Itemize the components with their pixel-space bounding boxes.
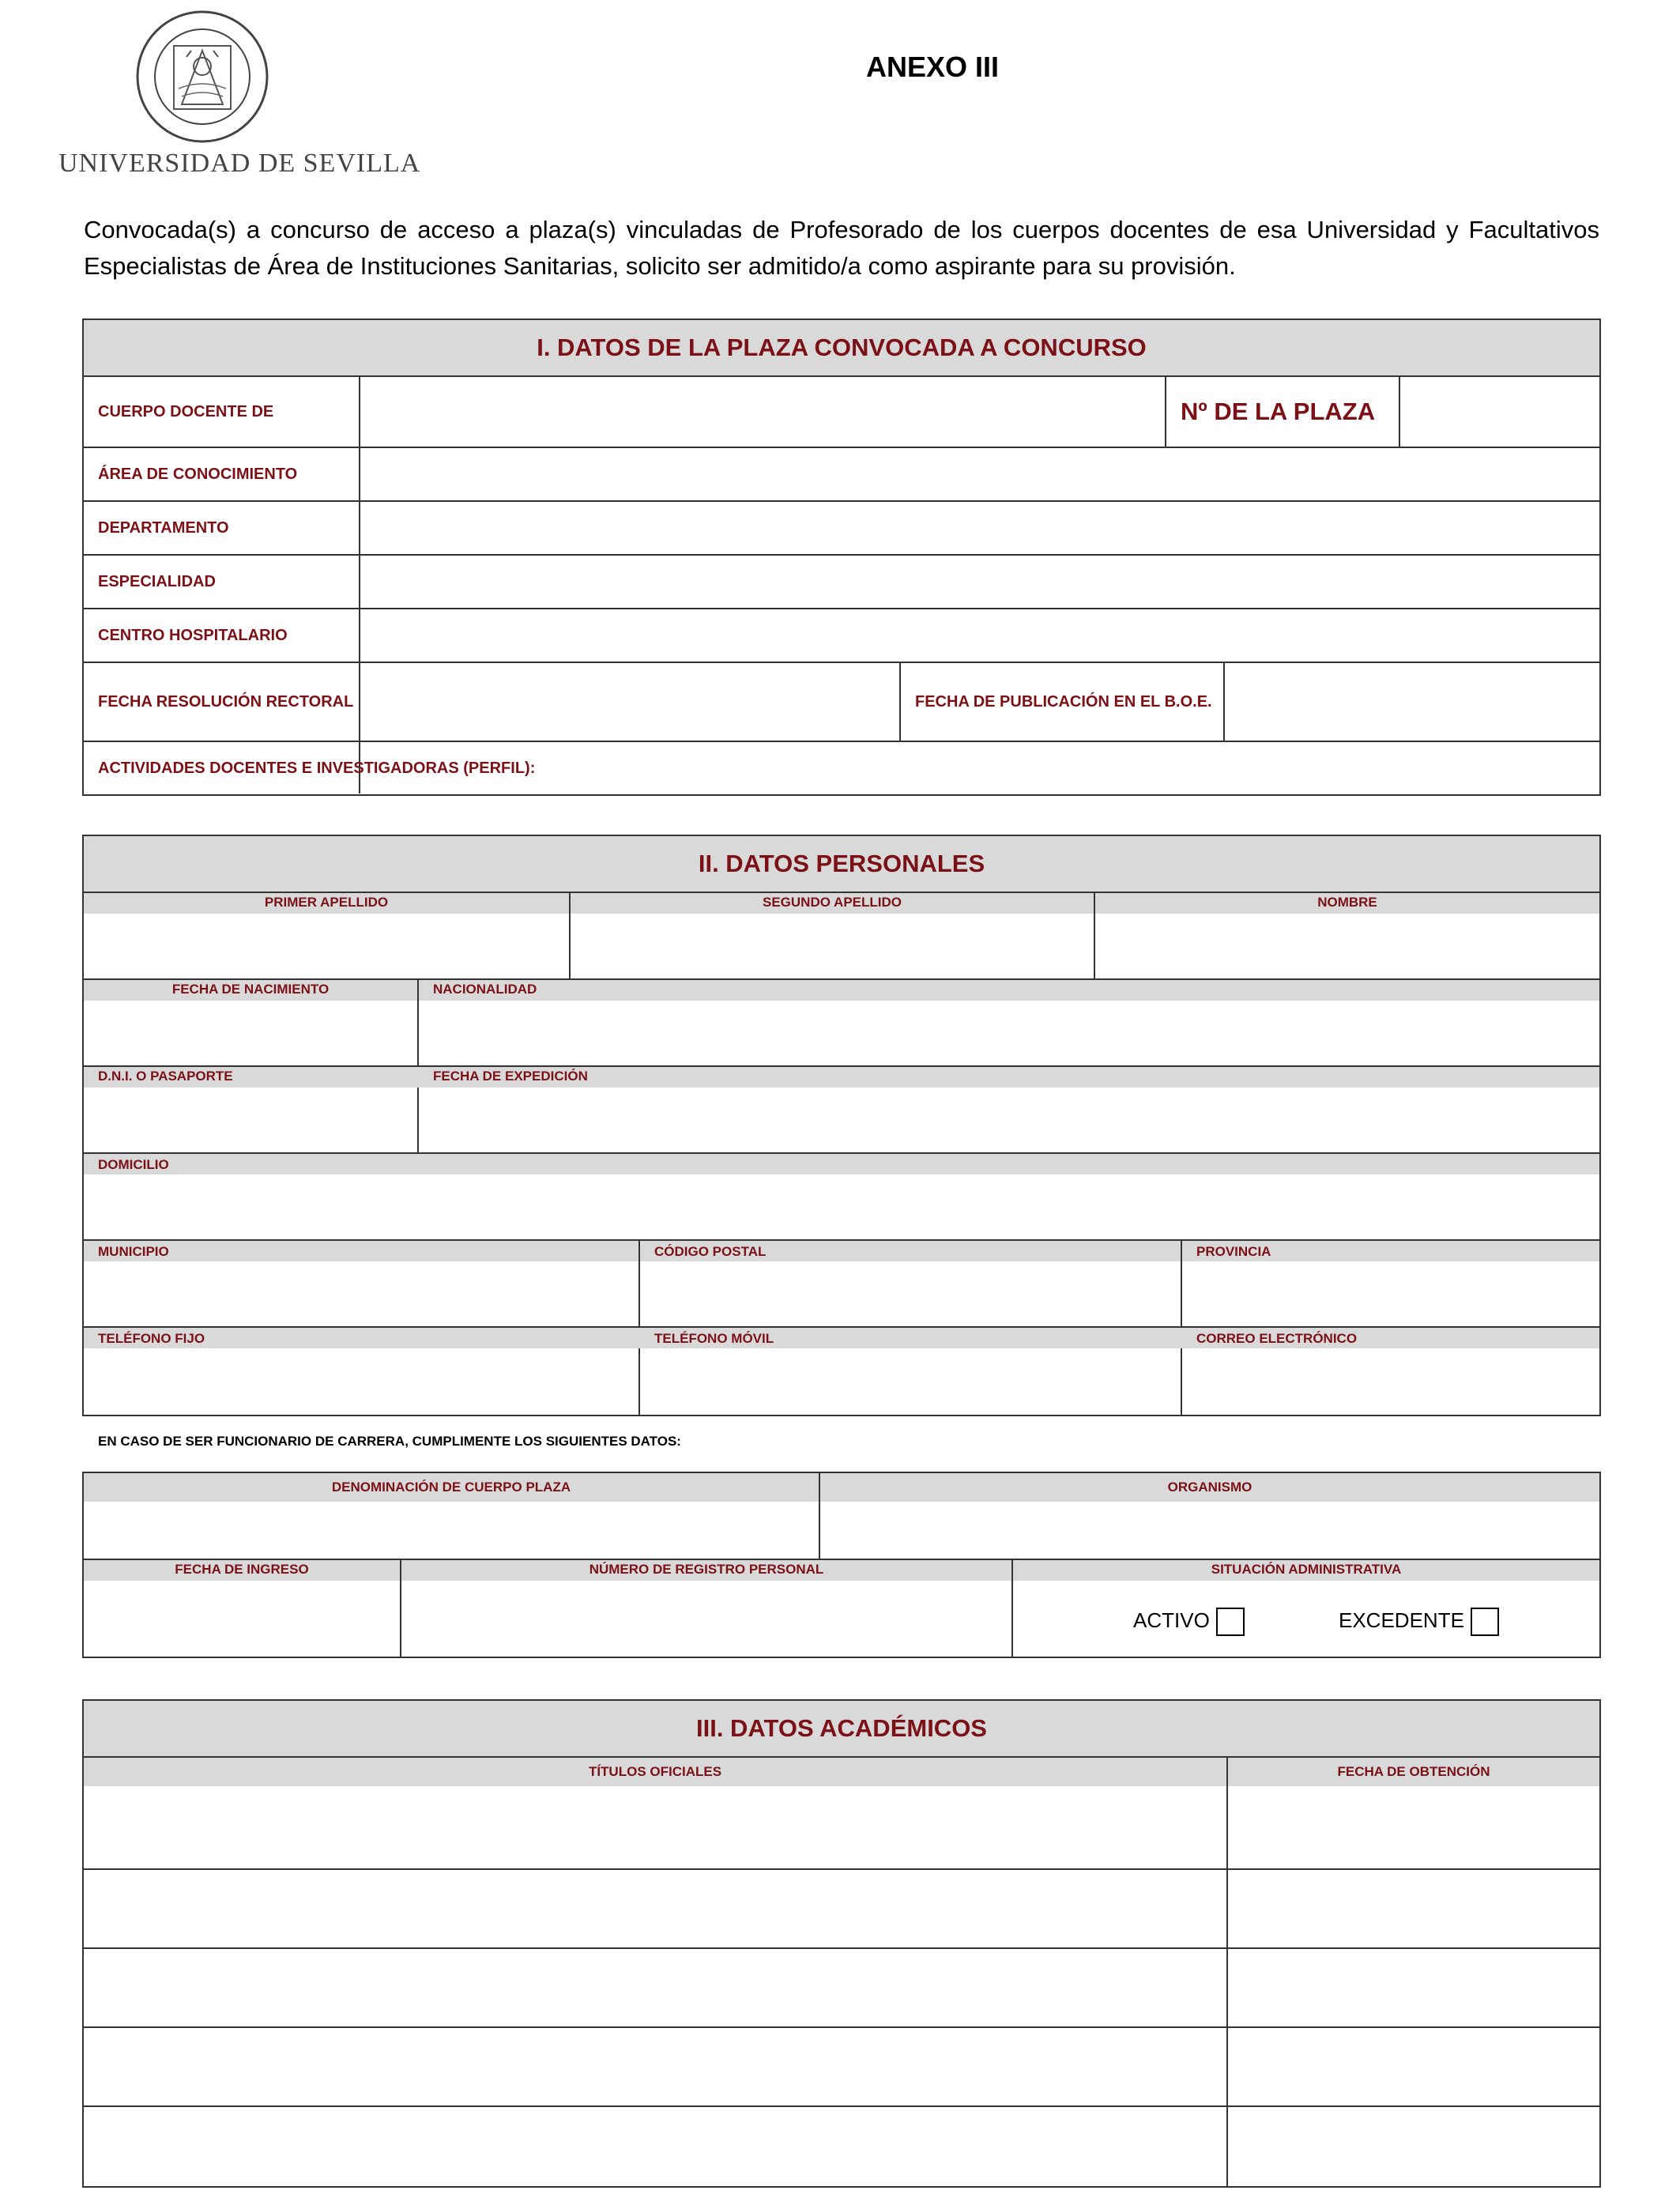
field-municipio[interactable] bbox=[87, 1263, 635, 1325]
label-centro: CENTRO HOSPITALARIO bbox=[98, 626, 288, 644]
field-fecha-expedicion[interactable] bbox=[422, 1089, 1596, 1151]
excedente-checkbox[interactable] bbox=[1471, 1608, 1499, 1636]
field-fecha-resolucion[interactable] bbox=[362, 665, 898, 739]
label-titulos: TÍTULOS OFICIALES bbox=[588, 1764, 722, 1779]
section-plaza bbox=[82, 319, 1601, 796]
field-fecha-nacimiento[interactable] bbox=[87, 1002, 414, 1064]
label-dni: D.N.I. O PASAPORTE bbox=[98, 1069, 233, 1084]
label-correo: CORREO ELECTRÓNICO bbox=[1196, 1331, 1358, 1346]
excedente-label: EXCEDENTE bbox=[1339, 1608, 1464, 1632]
label-fecha-resolucion: FECHA RESOLUCIÓN RECTORAL bbox=[98, 692, 354, 711]
label-cuerpo-docente: CUERPO DOCENTE DE bbox=[98, 402, 274, 420]
field-fecha-3[interactable] bbox=[1230, 1949, 1596, 2025]
field-especialidad[interactable] bbox=[362, 557, 1596, 606]
activo-option[interactable] bbox=[1133, 1608, 1245, 1636]
label-denominacion: DENOMINACIÓN DE CUERPO PLAZA bbox=[331, 1480, 571, 1495]
field-domicilio[interactable] bbox=[87, 1176, 1596, 1238]
label-departamento: DEPARTAMENTO bbox=[98, 518, 229, 537]
label-municipio: MUNICIPIO bbox=[98, 1244, 169, 1259]
activo-checkbox[interactable] bbox=[1216, 1608, 1245, 1636]
activo-label: ACTIVO bbox=[1133, 1608, 1210, 1632]
label-fecha-nacimiento: FECHA DE NACIMIENTO bbox=[171, 982, 330, 997]
field-telefono-movil[interactable] bbox=[643, 1350, 1177, 1412]
field-area[interactable] bbox=[362, 450, 1596, 499]
field-titulo-3[interactable] bbox=[87, 1949, 1223, 2025]
field-organismo[interactable] bbox=[823, 1503, 1596, 1557]
field-correo[interactable] bbox=[1185, 1350, 1596, 1412]
field-fecha-boe[interactable] bbox=[1226, 665, 1596, 739]
field-departamento[interactable] bbox=[362, 503, 1596, 552]
field-titulo-5[interactable] bbox=[87, 2107, 1223, 2183]
funcionario-note: EN CASO DE SER FUNCIONARIO DE CARRERA, CUMPLIMENTE LOS SIGUIENTES DATOS: bbox=[98, 1434, 681, 1449]
field-nombre[interactable] bbox=[1098, 915, 1596, 977]
label-area: ÁREA DE CONOCIMIENTO bbox=[98, 465, 298, 483]
field-denominacion[interactable] bbox=[87, 1503, 816, 1557]
label-fecha-boe: FECHA DE PUBLICACIÓN EN EL B.O.E. bbox=[915, 692, 1212, 711]
field-provincia[interactable] bbox=[1185, 1263, 1596, 1325]
label-primer-apellido: PRIMER APELLIDO bbox=[264, 895, 389, 910]
label-actividades: ACTIVIDADES DOCENTES E INVESTIGADORAS (PERFIL): bbox=[98, 759, 536, 777]
label-fecha-expedicion: FECHA DE EXPEDICIÓN bbox=[433, 1069, 588, 1084]
funcionario-table bbox=[82, 1472, 1601, 1658]
label-telefono-movil: TELÉFONO MÓVIL bbox=[654, 1331, 774, 1346]
label-domicilio: DOMICILIO bbox=[98, 1157, 169, 1172]
label-codigo-postal: CÓDIGO POSTAL bbox=[654, 1244, 767, 1259]
excedente-option[interactable] bbox=[1339, 1608, 1499, 1636]
university-name: UNIVERSIDAD DE SEVILLA bbox=[58, 149, 421, 178]
label-fecha-obtencion: FECHA DE OBTENCIÓN bbox=[1337, 1764, 1490, 1779]
field-registro[interactable] bbox=[405, 1582, 1008, 1653]
label-nacionalidad: NACIONALIDAD bbox=[433, 982, 537, 997]
field-telefono-fijo[interactable] bbox=[87, 1350, 635, 1412]
field-num-plaza[interactable] bbox=[1402, 379, 1596, 445]
label-fecha-ingreso: FECHA DE INGRESO bbox=[175, 1562, 309, 1577]
field-codigo-postal[interactable] bbox=[643, 1263, 1177, 1325]
field-fecha-5[interactable] bbox=[1230, 2107, 1596, 2183]
label-nombre: NOMBRE bbox=[1317, 895, 1377, 910]
field-primer-apellido[interactable] bbox=[87, 915, 566, 977]
university-seal bbox=[55, 9, 356, 144]
label-organismo: ORGANISMO bbox=[1167, 1480, 1252, 1495]
intro-paragraph: Convocada(s) a concurso de acceso a plaza(s) vinculadas de Profesorado de los cuerpos docentes de esa Universidad y Facultativos Especialistas de Área de Instituciones Sanitarias, solicito ser admitido/a como aspirante para su provisión. bbox=[84, 216, 1599, 280]
field-titulo-2[interactable] bbox=[87, 1870, 1223, 1946]
section-academic bbox=[82, 1699, 1601, 2188]
field-fecha-2[interactable] bbox=[1230, 1870, 1596, 1946]
label-segundo-apellido: SEGUNDO APELLIDO bbox=[763, 895, 902, 910]
university-logo bbox=[55, 9, 421, 179]
field-segundo-apellido[interactable] bbox=[574, 915, 1090, 977]
label-provincia: PROVINCIA bbox=[1196, 1244, 1271, 1259]
section-academic-title: III. DATOS ACADÉMICOS bbox=[84, 1701, 1599, 1756]
field-fecha-ingreso[interactable] bbox=[87, 1582, 397, 1653]
label-registro: NÚMERO DE REGISTRO PERSONAL bbox=[589, 1562, 824, 1577]
section-plaza-title: I. DATOS DE LA PLAZA CONVOCADA A CONCURSO bbox=[84, 320, 1599, 375]
field-fecha-4[interactable] bbox=[1230, 2028, 1596, 2104]
field-fecha-1[interactable] bbox=[1230, 1788, 1596, 1867]
section-personal-title: II. DATOS PERSONALES bbox=[84, 836, 1599, 892]
section-personal bbox=[82, 835, 1601, 1416]
field-cuerpo-docente[interactable] bbox=[362, 379, 1163, 445]
label-num-plaza: Nº DE LA PLAZA bbox=[1181, 398, 1376, 425]
field-titulo-4[interactable] bbox=[87, 2028, 1223, 2104]
field-dni[interactable] bbox=[87, 1089, 414, 1151]
field-nacionalidad[interactable] bbox=[422, 1002, 1596, 1064]
field-centro[interactable] bbox=[362, 611, 1596, 660]
field-titulo-1[interactable] bbox=[87, 1788, 1223, 1867]
label-telefono-fijo: TELÉFONO FIJO bbox=[98, 1331, 205, 1346]
label-especialidad: ESPECIALIDAD bbox=[98, 572, 216, 590]
annex-title: ANEXO III bbox=[865, 51, 1000, 83]
label-situacion: SITUACIÓN ADMINISTRATIVA bbox=[1211, 1562, 1402, 1577]
